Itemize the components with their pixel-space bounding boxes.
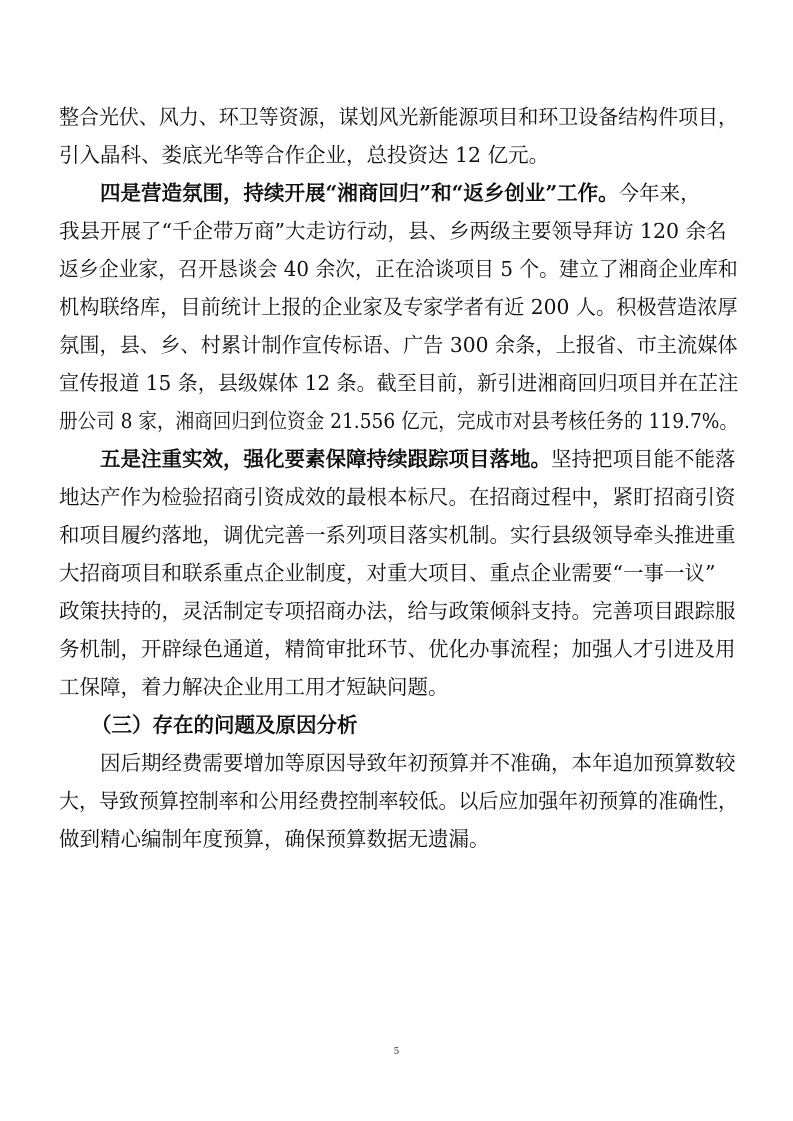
- text-segment: 工保障，着力解决企业用工用才短缺问题。: [59, 675, 449, 699]
- text-segment: 政策扶持的，灵活制定专项招商办法，给与政策倾斜支持。完善项目跟踪服: [59, 599, 736, 623]
- text-segment: 氛围，县、乡、村累计制作宣传标语、广告 300 余条，上报省、市主流媒体: [59, 333, 738, 357]
- text-segment: 返乡企业家，召开恳谈会 40 余次，正在洽谈项目 5 个。建立了湘商企业库和: [59, 257, 738, 281]
- text-line: [59, 592, 736, 630]
- paragraph-heading-line: [100, 174, 701, 212]
- text-line: [59, 630, 736, 668]
- text-segment: 和项目履约落地，调优完善一系列项目落实机制。实行县级领导牵头推进重: [59, 523, 736, 547]
- text-line: [59, 554, 715, 592]
- text-segment: 宣传报道 15 条，县级媒体 12 条。截至目前，新引进湘商回归项目并在芷注: [59, 371, 739, 395]
- text-segment: 因后期经费需要增加等原因导致年初预算并不准确，本年追加预算数较: [100, 751, 736, 775]
- text-segment: 大，导致预算控制率和公用经费控制率较低。以后应加强年初预算的准确性，: [59, 789, 738, 813]
- text-line: [59, 212, 727, 250]
- text-segment: 我县开展了“千企带万商”大走访行动，县、乡两级主要领导拜访 120 余名: [59, 219, 727, 243]
- text-segment: 大招商项目和联系重点企业制度，对重大项目、重点企业需要“一事一议”: [59, 561, 716, 585]
- text-line: [59, 668, 449, 706]
- text-segment: 机构联络库，目前统计上报的企业家及专家学者有近 200 人。积极营造浓厚: [59, 295, 738, 319]
- text-segment: 务机制，开辟绿色通道，精简审批环节、优化办事流程；加强人才引进及用: [59, 637, 736, 661]
- text-line: [59, 516, 736, 554]
- section-heading: [91, 706, 358, 744]
- section-heading-text: （三）存在的问题及原因分析: [91, 713, 358, 737]
- text-line: [59, 250, 738, 288]
- text-segment: 今年来，: [618, 181, 701, 205]
- text-segment: 坚持把项目能不能落: [551, 447, 736, 471]
- bold-lead-in: 五是注重实效，强化要素保障持续跟踪项目落地。: [100, 447, 551, 471]
- text-line: [59, 326, 738, 364]
- text-segment: 整合光伏、风力、环卫等资源，谋划风光新能源项目和环卫设备结构件项目，: [59, 105, 738, 129]
- text-line: [59, 136, 549, 174]
- text-line: [100, 744, 736, 782]
- text-line: [59, 820, 490, 858]
- page-number: 5: [393, 1047, 400, 1057]
- bold-lead-in: 四是营造氛围，持续开展“湘商回归”和“返乡创业”工作。: [100, 181, 619, 205]
- text-segment: 册公司 8 家，湘商回归到位资金 21.556 亿元，完成市对县考核任务的 119.7%。: [59, 409, 739, 433]
- text-segment: 做到精心编制年度预算，确保预算数据无遗漏。: [59, 827, 490, 851]
- text-line: [59, 364, 738, 402]
- text-segment: 引入晶科、娄底光华等合作企业，总投资达 12 亿元。: [59, 143, 550, 167]
- paragraph-heading-line: [100, 440, 736, 478]
- text-line: [59, 98, 738, 136]
- text-segment: 地达产作为检验招商引资成效的最根本标尺。在招商过程中，紧盯招商引资: [59, 485, 736, 509]
- text-line: [59, 402, 738, 440]
- text-line: [59, 288, 738, 326]
- text-line: [59, 478, 736, 516]
- text-line: [59, 782, 738, 820]
